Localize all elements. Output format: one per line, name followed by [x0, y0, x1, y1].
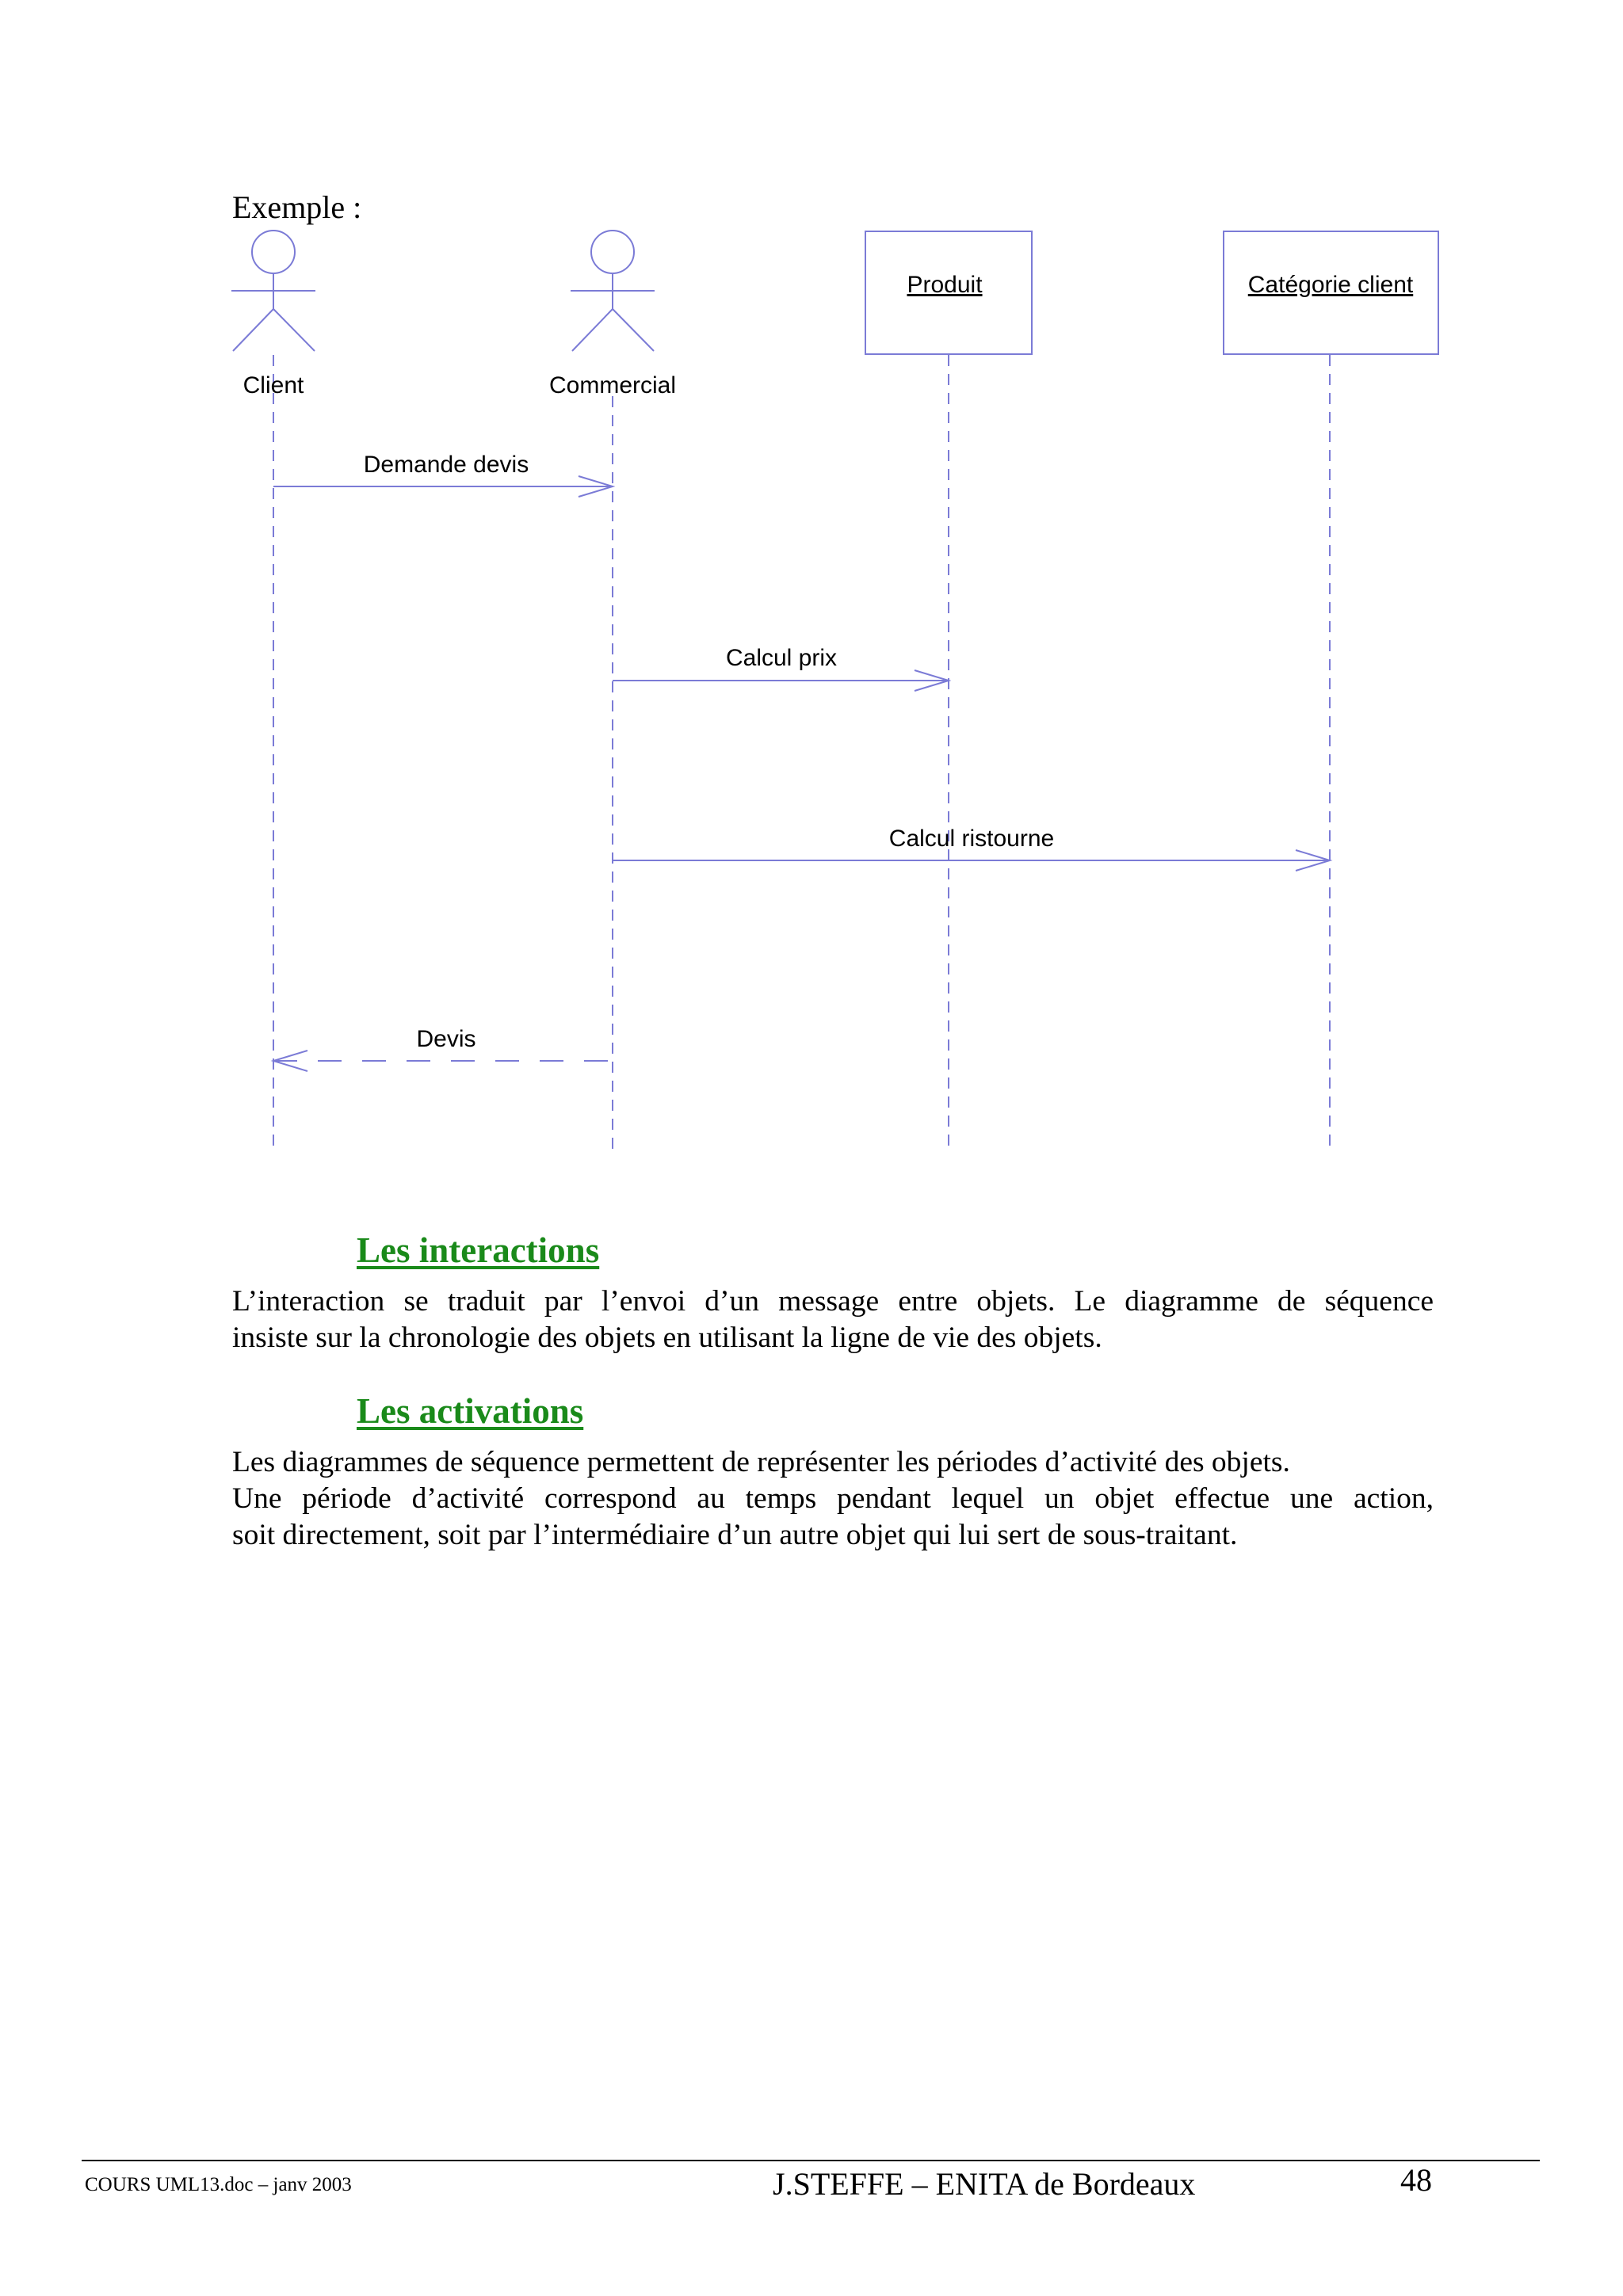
footer-author: J.STEFFE – ENITA de Bordeaux [773, 2166, 1196, 2202]
message-arrow-calcul-ristourne [613, 850, 1330, 871]
message-arrow-devis [273, 1051, 613, 1071]
message-label-devis: Devis [416, 1026, 476, 1052]
paragraph-line: insiste sur la chronologie des objets en utilisant la ligne de vie des objets. [232, 1322, 1102, 1354]
paragraph-activations [232, 1444, 1434, 1554]
paragraph-line: soit directement, soit par l’intermédiaire d’un autre objet qui lui sert de sous-traitant. [232, 1519, 1238, 1551]
paragraph-line: Les diagrammes de séquence permettent de représenter les périodes d’activité des objets. [232, 1446, 1290, 1478]
actor-client-label: Client [242, 372, 304, 399]
message-arrow-demande-devis [273, 476, 613, 497]
actor-commercial-figure [571, 231, 655, 351]
message-arrow-calcul-prix [613, 670, 949, 691]
message-label-calcul-prix: Calcul prix [725, 645, 838, 671]
paragraph-line: L’interaction se traduit par l’envoi d’un message entre objets. Le diagramme de séquence [232, 1285, 1434, 1318]
object-produit-label: Produit [907, 272, 983, 298]
actor-commercial-label: Commercial [548, 372, 677, 399]
page-number: 48 [1400, 2162, 1432, 2198]
paragraph-interactions [232, 1283, 1434, 1356]
actor-client-figure [231, 231, 315, 351]
footer-document-name: COURS UML13.doc – janv 2003 [85, 2174, 352, 2195]
heading-activations: Les activations [357, 1391, 584, 1431]
example-label: Exemple : [232, 189, 362, 225]
heading-interactions: Les interactions [357, 1230, 600, 1270]
message-label-calcul-ristourne: Calcul ristourne [888, 826, 1055, 852]
footer-rule [82, 2160, 1540, 2161]
message-label-demande-devis: Demande devis [363, 452, 529, 478]
paragraph-line: Une période d’activité correspond au temps pendant lequel un objet effectue une action, [232, 1482, 1434, 1515]
object-categorie-label: Catégorie client [1247, 272, 1414, 298]
